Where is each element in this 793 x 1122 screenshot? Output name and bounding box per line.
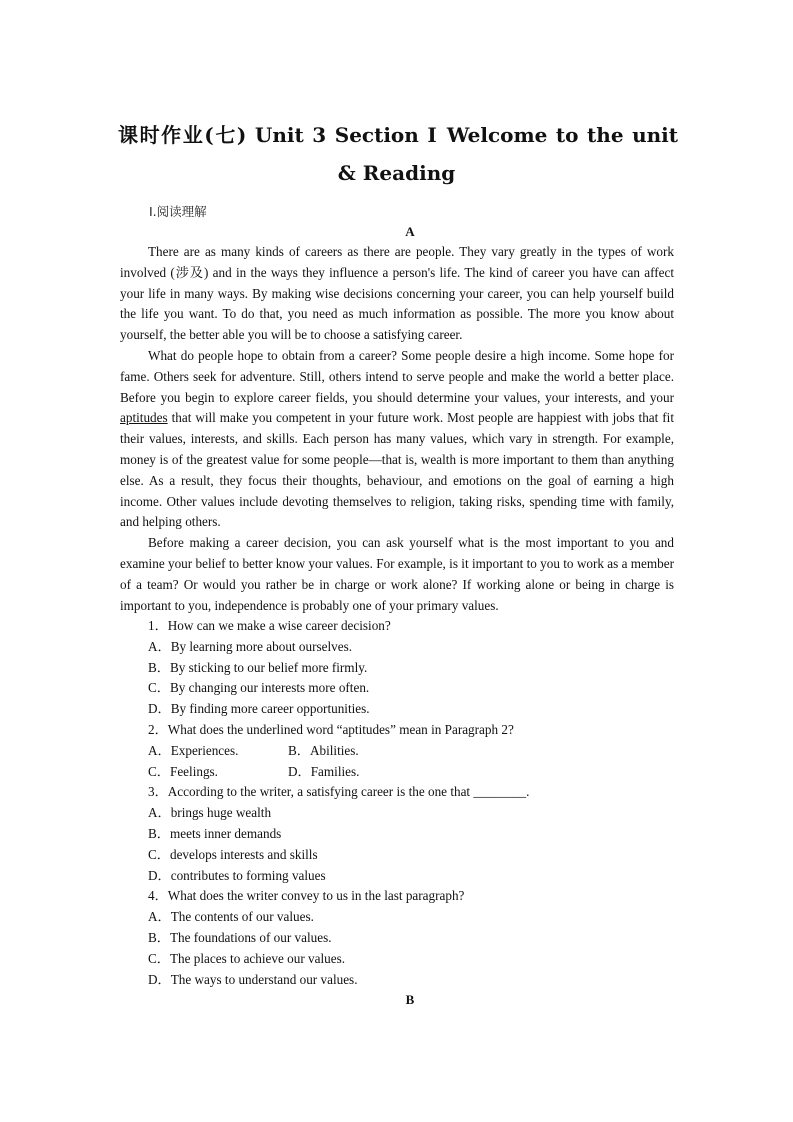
question-1-option-b: B．By sticking to our belief more firmly.	[148, 659, 368, 675]
section-heading: Ⅰ.阅读理解	[149, 204, 207, 219]
passage-a-label: A	[405, 224, 415, 239]
question-1-stem: 1．How can we make a wise career decision?	[148, 618, 391, 633]
question-1-option-d: D．By finding more career opportunities.	[148, 701, 370, 717]
question-2-options-row-1	[148, 741, 688, 762]
question-3-option-b: B．meets inner demands	[148, 825, 282, 841]
paragraph-3: Before making a career decision, you can ask yourself what is the most important to you and examine your belief to better know your values. For example, is it important to you to work as a member of a team? Or would you rather be in charge or work alone? If working alone or being in charge is important to you, independence is probably one of your primary values.	[120, 535, 674, 613]
question-3-option-d: D．contributes to forming values	[148, 867, 326, 883]
paragraph-1: There are as many kinds of careers as there are people. They vary greatly in the types of work involved (涉及) and in the ways they influence a person's life. The kind of career you have can affect your life in many ways. By making wise decisions concerning your career, you can help yourself build the life you want. To do that, you need as much information as possible. The more you know about yourself, the better able you will be to choose a satisfying career.	[120, 244, 674, 343]
passage-a-body	[120, 242, 674, 616]
document-title-line-2: & Reading	[337, 161, 456, 185]
question-2-option-a: A．Experiences.	[148, 742, 239, 758]
question-2-option-d: D．Families.	[288, 763, 360, 779]
question-1-option-c: C．By changing our interests more often.	[148, 680, 370, 696]
passage-b-label: B	[405, 992, 415, 1007]
question-4	[148, 886, 688, 990]
question-3-option-c: C．develops interests and skills	[148, 846, 318, 862]
question-4-stem: 4．What does the writer convey to us in the last paragraph?	[148, 888, 465, 904]
question-4-option-c: C．The places to achieve our values.	[148, 950, 346, 966]
question-3-stem: 3．According to the writer, a satisfying career is the one that ________.	[148, 784, 530, 800]
title-homework-number: 课时作业(七)	[118, 123, 247, 147]
question-4-option-d: D．The ways to understand our values.	[148, 971, 358, 987]
question-2-options-row-2	[148, 762, 688, 783]
question-3-option-a: A．brings huge wealth	[148, 805, 272, 821]
document-title-line-1	[118, 119, 678, 148]
question-2-option-c: C．Feelings.	[148, 763, 218, 779]
question-list	[148, 616, 688, 990]
question-4-option-b: B．The foundations of our values.	[148, 929, 332, 945]
paragraph-2-part-1: What do people hope to obtain from a career? Some people desire a high income. Some hope for fame. Others seek for adventure. Still, others intend to serve people and make the world a better place. Before you begin to explore career fields, you should determine your values, your interests, and your	[120, 347, 674, 405]
paragraph-2-part-2: that will make you competent in your future work. Most people are happiest with jobs that fit their values, interests, and skills. Each person has many values, which vary in strength. For example, money is of the greatest value for some people—that is, wealth is more important to them than anything else. As a result, they focus their thoughts, behaviour, and emotions on the goal of earning a high income. Other values include devoting themselves to religion, taking risks, spending time with family, and helping others.	[120, 410, 674, 530]
question-3	[148, 782, 688, 886]
paragraph-2	[120, 346, 674, 533]
underlined-word-aptitudes: aptitudes	[120, 410, 168, 426]
question-2-stem: 2．What does the underlined word “aptitudes” mean in Paragraph 2?	[148, 721, 514, 737]
title-topic: Welcome to the unit	[446, 123, 678, 147]
title-section: Section Ⅰ	[334, 123, 439, 147]
question-2-option-b: B．Abilities.	[288, 742, 359, 758]
question-2	[148, 720, 688, 782]
question-1	[148, 616, 688, 720]
title-unit: Unit 3	[254, 123, 327, 147]
question-1-option-a: A．By learning more about ourselves.	[148, 638, 352, 654]
question-4-option-a: A．The contents of our values.	[148, 909, 314, 925]
